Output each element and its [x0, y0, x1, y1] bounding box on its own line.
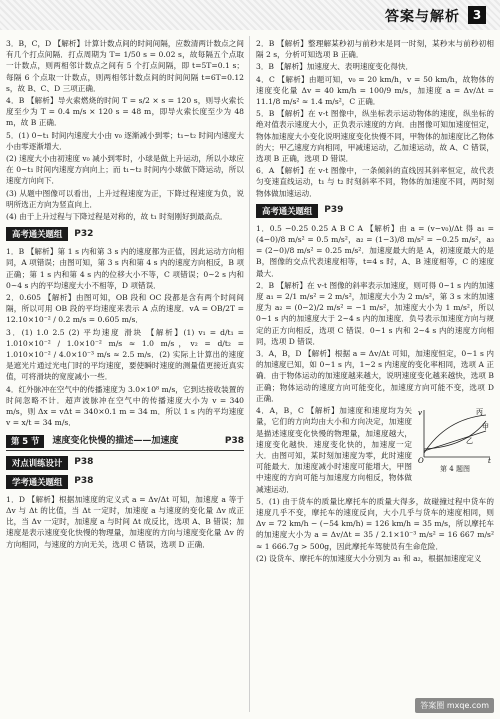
- bar-page: P38: [74, 476, 94, 487]
- v-label: v: [418, 409, 422, 418]
- right-column: [256, 38, 494, 565]
- watermark: 答案圈 mxqe.com: [415, 698, 494, 713]
- bar-label: 学考通关题组: [6, 475, 68, 489]
- curve-yi: [424, 421, 486, 449]
- curve-yi-label: 乙: [466, 437, 473, 446]
- t-label: t: [488, 457, 491, 464]
- curve-jia-label: 甲: [482, 423, 489, 432]
- left-mid-answer-4: 4．红外脉冲在空气中的传播速度为 3.0×10⁸ m/s，它到达接收装置的时间忽略不计．超声波脉冲在空气中的传播速度大小为 v = 340 m/s，则 Δx = vΔt = 340×0.1 m = 34 m．所以 1 s 内的平均速度 v = x/t = 34 m/s．: [6, 384, 244, 428]
- right-bottom-answer-5-2: (2) 设货车、摩托车的加速度大小分别为 a₁ 和 a₂，根据加速度定义: [256, 553, 482, 563]
- left-answer-3: 3．B，C，D 【解析】计算计数点间的时间间隔，应数清两计数点之间有几个打点间隔．打点周期为 T= 1/50 s = 0.02 s，故每隔五个点取一计数点，则两相邻计数点之间有 5 个打点间隔，即 t=5T=0.1 s；每隔 6 个点取一计数点，则两相邻计数点间的时间间隔 t=6T=0.12 s，故 B、C、D 三项正确．: [6, 39, 244, 93]
- bar-page: P39: [324, 205, 344, 216]
- header-title: 答案与解析: [385, 9, 460, 25]
- right-answer-5: 5．B 【解析】在 v-t 图像中，纵坐标表示运动物体的速度，纵坐标的绝对值表示速度大小，正负表示速度的方向．由图像可知加速度恒定，物体加速度大小变化说明速度变化快慢不同，甲物体的加速度比乙物体的大；甲乙速度方向相同，甲减速运动，乙加速运动，故 A、C 错误，选项 B 正确，选项 D 错误．: [256, 109, 494, 164]
- section-heading: [6, 435, 244, 451]
- bar-page: P32: [74, 228, 94, 239]
- section-page: P38: [224, 435, 244, 446]
- right-section-bar-1: [256, 204, 494, 218]
- left-section-bar-3: [6, 475, 244, 489]
- bar-page: P38: [74, 457, 94, 468]
- right-mid-answer-1: 1．0.5 −0.25 0.25 A B C A 【解析】由 a = (v−v₀)/Δt 得 a₁ = (4−0)/8 m/s² = 0.5 m/s²，a₂ = (1−3)/8 m/s² = −0.25 m/s²，a₃ = (2−0)/8 m/s² = 0.25 m/s²．加速度最大的是 A，初速度最大的是 B，图像的交点代表速度相等，t=4 s 时，A、B 速度相等，C 的速度最大．: [256, 223, 494, 278]
- left-section-bar-2: [6, 456, 244, 470]
- left-section-bar-1: [6, 227, 244, 241]
- left-answer-5-4: (4) 由于上升过程与下降过程是对称的，故 t₁ 时刻刚好到最高点．: [6, 212, 228, 222]
- origin-label: O: [418, 457, 424, 464]
- bar-label: 对点训练设计: [6, 456, 68, 470]
- right-mid-answer-4: 4．A，B，C 【解析】加速度和速度均为矢量，它们的方向均由大小和方向决定，加速度是描述速度变化快慢的物理量，加速度越大，速度变化越快．速度变化快的，加速度一定大．由图可知，某时刻加速度为零，此时速度可能最大．加速度减小时速度可能增大，甲图中速度的方向可能与加速度方向相反，物体做减速运动．: [256, 406, 412, 494]
- left-answer-5-2: (2) 速度大小由初速度 v₀ 减小到零时，小球是做上升运动，所以小球应在 0~t₁ 时间内速度方向向上；而 t₁~t₂ 时间内小球做下降运动，所以速度方向向下．: [6, 154, 244, 186]
- page-number: 3: [468, 6, 486, 24]
- right-answer-3: 3．B 【解析】加速度大、表明速度变化得快．: [256, 62, 414, 72]
- left-answer-5-1: 5．(1) 0~t₁ 时间内速度大小由 v₀ 逐渐减小到零；t₁~t₂ 时间内速度大小由零逐渐增大．: [6, 130, 244, 151]
- left-answer-4: 4．B 【解析】导火索燃烧的时间 T = s/2 × s = 120 s，则导火索长度至少为 T = 0.4 m/s × 120 s = 48 m，即导火索长度至少为 48 m，故 B 正确．: [6, 96, 244, 128]
- right-answer-4: 4．C 【解析】由题可知，v₀ = 20 km/h，v = 50 km/h，故物体的速度变化量 Δv = 40 km/h = 100/9 m/s，加速度 a = Δv/Δt = 11.1/8 m/s² ≈ 1.4 m/s²，C 正确．: [256, 74, 494, 107]
- figure-caption: 第 4 题图: [440, 465, 470, 474]
- column-divider: [249, 36, 250, 712]
- vt-graph: [416, 407, 494, 463]
- right-answer-2: 2．B 【解析】整理解某秒初与前秒末是同一时刻，某秒末与前秒初相隔 2 s，分析可知选项 B 正确．: [256, 39, 494, 60]
- curve-bing-label: 丙: [476, 408, 483, 417]
- right-mid-answer-2: 2．B 【解析】在 v-t 图像的斜率表示加速度，则可得 0~1 s 内的加速度 a₁ = 2/1 m/s² = 2 m/s²，加速度大小为 2 m/s²，第 3 s 末的加速度为 a₂ = (0−2)/2 m/s² = −1 m/s²，加速度大小为 1 m/s²，所以 0~1 s 内的加速度大于 2~4 s 内的加速度．负号表示加速度方向与规定的正方向相反，选项 C 错误．0~1 s 内和 2~4 s 内的速度方向相同，选项 D 错误．: [256, 280, 494, 346]
- left-mid-answer-3: 3．(1) 1.0 2.5 (2) 平均速度 滑块 【解析】(1) v₁ = d/t₁ = 1.010×10⁻² / 1.0×10⁻² m/s ≈ 1.0 m/s，v₂ = d/t₂ = 1.010×10⁻² / 4.0×10⁻³ m/s ≈ 2.5 m/s．(2) 实际上计算出的速度是遮光片通过光电门时的平均速度，要使瞬时速度的测量值更接近真实值，可将滑块的宽度减小一些．: [6, 327, 244, 382]
- bar-label: 高考通关题组: [6, 227, 68, 241]
- left-mid-answer-2: 2．0.605 【解析】由图可知，OB 段和 OC 段都是含有两个时间间隔，所以可用 OB 段的平均速度来表示 A 点的速度．vA = OB/2T = 12.10×10⁻² / 0.2 m/s = 0.605 m/s．: [6, 293, 244, 325]
- left-bottom-answer-1: 1．D 【解析】根据加速度的定义式 a = Δv/Δt 可知，加速度 a 等于 Δv 与 Δt 的比值，当 Δt 一定时，加速度 a 与速度的变化量 Δv 成正比，当 Δv 一定时，加速度 a 与时间 Δt 成反比，选项 A、B 错误；加速度是表示速度变化快慢的物理量，加速度的方向与速度变化量 Δv 的方向相同，与速度的方向无关，选项 C 错误，选项 D 正确．: [6, 494, 244, 549]
- right-mid-answer-3: 3．A，B，D 【解析】根据 a = Δv/Δt 可知，加速度恒定，0~1 s 内的加速度已知，如 0~1 s 内，1~2 s 内速度的变化率相同，选项 A 正确．由于物体运动的加速度越来越大，说明速度变化越来越快，选项 B 正确；物体运动的速度方向可能变化，加速度方向可能不变，选项 D 正确．: [256, 349, 494, 403]
- figure-4: [416, 407, 494, 474]
- section-title: 速度变化快慢的描述——加速度: [52, 435, 179, 446]
- right-answer-6: 6．A 【解析】在 v-t 图像中，一条倾斜的直线因其斜率恒定，故代表匀变速直线运动，t₁ 与 t₂ 时刻斜率不同，物体的加速度不同，两时刻物体做加速运动．: [256, 166, 494, 198]
- right-bottom-answer-5-1: 5．(1) 由于货车的质量比摩托车的质量大得多，故碰撞过程中货车的速度几乎不变，摩托车的速度反向，大小几乎与货车的速度相同，则 Δv = 72 km/h − (−54 km/h) = 126 km/h = 35 m/s，所以摩托车的加速度大小为 a = Δv/Δt = 35 / 2.1×10⁻³ m/s² = 16 667 m/s² ≈ 1 666.7g > 500g，因此摩托车驾驶员有生命危险．: [256, 496, 494, 551]
- section-number: 第 5 节: [6, 435, 44, 448]
- left-column: [6, 38, 244, 551]
- left-mid-answer-1: 1．B 【解析】第 1 s 内和第 3 s 内的速度都为正值，因此运动方向相同，A 项错误；由图可知，第 3 s 内和第 4 s 内的速度方向相反，B 项正确；第 1 s 内和第 4 s 内的位移大小不等，C 项错误；0~2 s 内和 0~4 s 内的平均速度大小不相等，D 项错误．: [6, 247, 244, 290]
- left-answer-5-3: (3) 从题中图像可以看出，上升过程速度为正，下降过程速度为负，说明所选正方向为竖直向上．: [6, 188, 244, 209]
- bar-label: 高考通关题组: [256, 204, 318, 218]
